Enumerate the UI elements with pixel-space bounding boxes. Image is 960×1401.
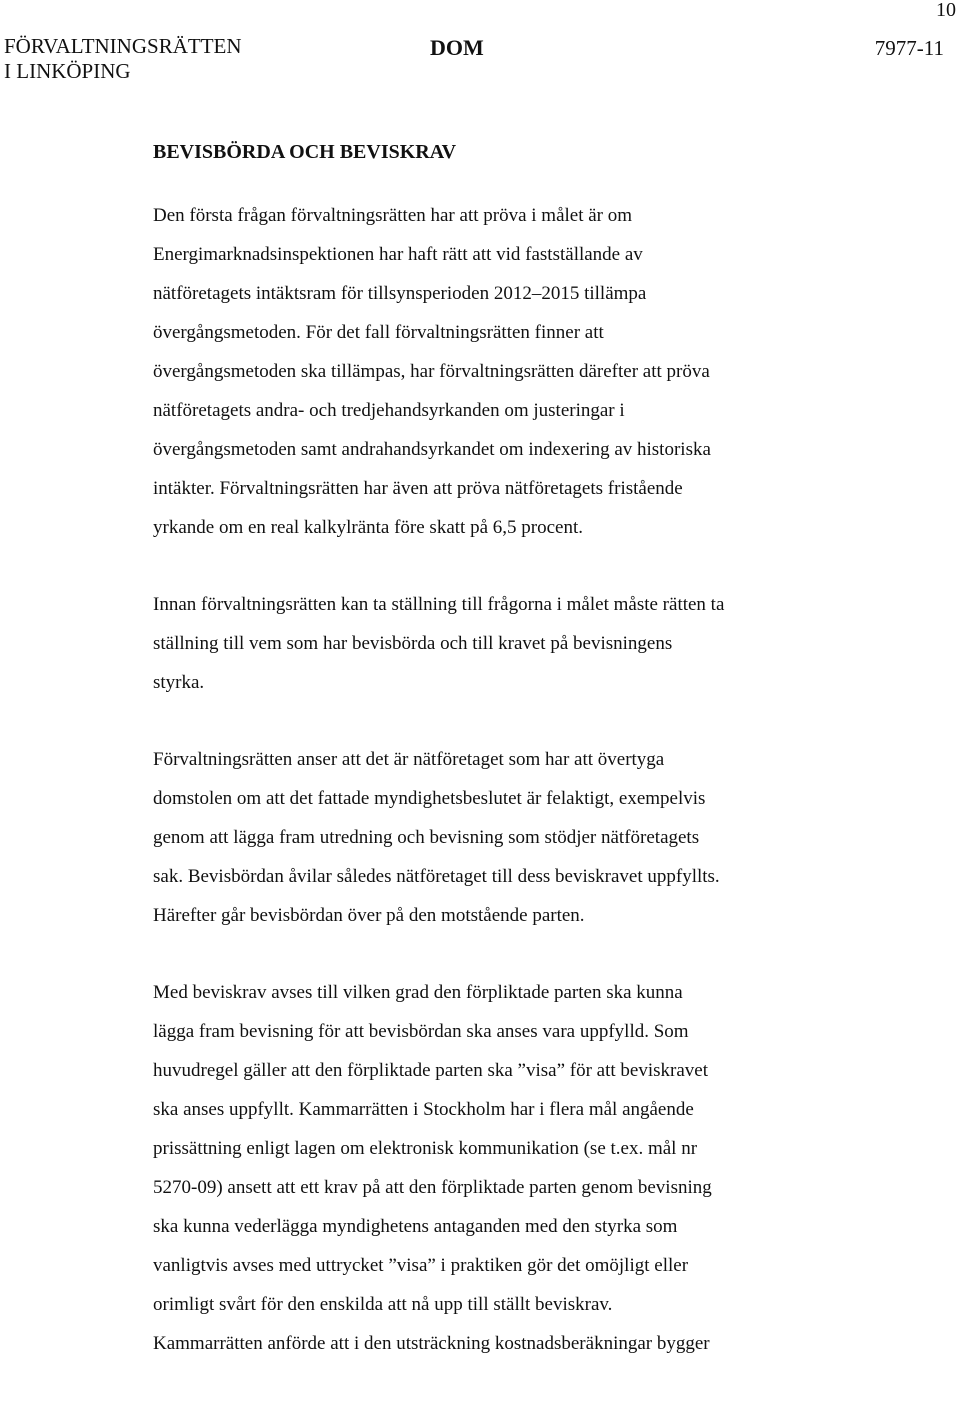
text-line: yrkande om en real kalkylränta före skatt på 6,5 procent. — [153, 517, 583, 538]
text-line: Med beviskrav avses till vilken grad den förpliktade parten ska kunna — [153, 982, 683, 1003]
text-line: sak. Bevisbördan åvilar således nätföretaget till dess beviskravet uppfyllts. — [153, 866, 720, 887]
text-line: Innan förvaltningsrätten kan ta ställning till frågorna i målet måste rätten ta — [153, 594, 725, 615]
document-type: DOM — [430, 35, 484, 60]
text-line: ställning till vem som har bevisbörda och till kravet på bevisningens — [153, 633, 673, 654]
text-line: Den första frågan förvaltningsrätten har att pröva i målet är om — [153, 205, 633, 226]
text-line: nätföretagets intäktsram för tillsynsperioden 2012–2015 tillämpa — [153, 283, 647, 304]
paragraph — [153, 196, 853, 547]
text-line: genom att lägga fram utredning och bevisning som stödjer nätföretagets — [153, 827, 700, 848]
text-line: intäkter. Förvaltningsrätten har även att pröva nätföretagets fristående — [153, 478, 683, 499]
case-number: 7977-11 — [874, 36, 944, 60]
section-heading: BEVISBÖRDA OCH BEVISKRAV — [153, 141, 457, 163]
page-number: 10 — [936, 0, 956, 21]
text-line: Energimarknadsinspektionen har haft rätt att vid fastställande av — [153, 244, 643, 265]
text-line: Förvaltningsrätten anser att det är nätföretaget som har att övertyga — [153, 749, 665, 770]
text-line: styrka. — [153, 672, 205, 693]
text-line: ska anses uppfyllt. Kammarrätten i Stockholm har i flera mål angående — [153, 1099, 694, 1120]
text-line: övergångsmetoden samt andrahandsyrkandet om indexering av historiska — [153, 439, 711, 460]
court-name-line-2: I LINKÖPING — [4, 59, 131, 83]
text-line: Kammarrätten anförde att i den utsträckning kostnadsberäkningar bygger — [153, 1333, 710, 1354]
text-line: 5270-09) ansett att ett krav på att den förpliktade parten genom bevisning — [153, 1177, 712, 1198]
text-line: Härefter går bevisbördan över på den motstående parten. — [153, 905, 585, 926]
text-line: nätföretagets andra- och tredjehandsyrkanden om justeringar i — [153, 400, 625, 421]
paragraph — [153, 973, 853, 1363]
court-name-line-1: FÖRVALTNINGSRÄTTEN — [4, 34, 242, 58]
text-line: övergångsmetoden. För det fall förvaltningsrätten finner att — [153, 322, 604, 343]
text-line: ska kunna vederlägga myndighetens antaganden med den styrka som — [153, 1216, 678, 1237]
paragraph — [153, 740, 853, 935]
court-name — [4, 34, 242, 84]
document-header — [4, 34, 944, 90]
text-line: prissättning enligt lagen om elektronisk kommunikation (se t.ex. mål nr — [153, 1138, 698, 1159]
text-line: övergångsmetoden ska tillämpas, har förvaltningsrätten därefter att pröva — [153, 361, 710, 382]
text-line: domstolen om att det fattade myndighetsbeslutet är felaktigt, exempelvis — [153, 788, 706, 809]
text-line: vanligtvis avses med uttrycket ”visa” i praktiken gör det omöjligt eller — [153, 1255, 689, 1276]
text-line: huvudregel gäller att den förpliktade parten ska ”visa” för att beviskravet — [153, 1060, 708, 1081]
document-body — [153, 138, 853, 1401]
text-line: lägga fram bevisning för att bevisbördan ska anses vara uppfylld. Som — [153, 1021, 689, 1042]
text-line: orimligt svårt för den enskilda att nå upp till ställt beviskrav. — [153, 1294, 613, 1315]
paragraph — [153, 585, 853, 702]
